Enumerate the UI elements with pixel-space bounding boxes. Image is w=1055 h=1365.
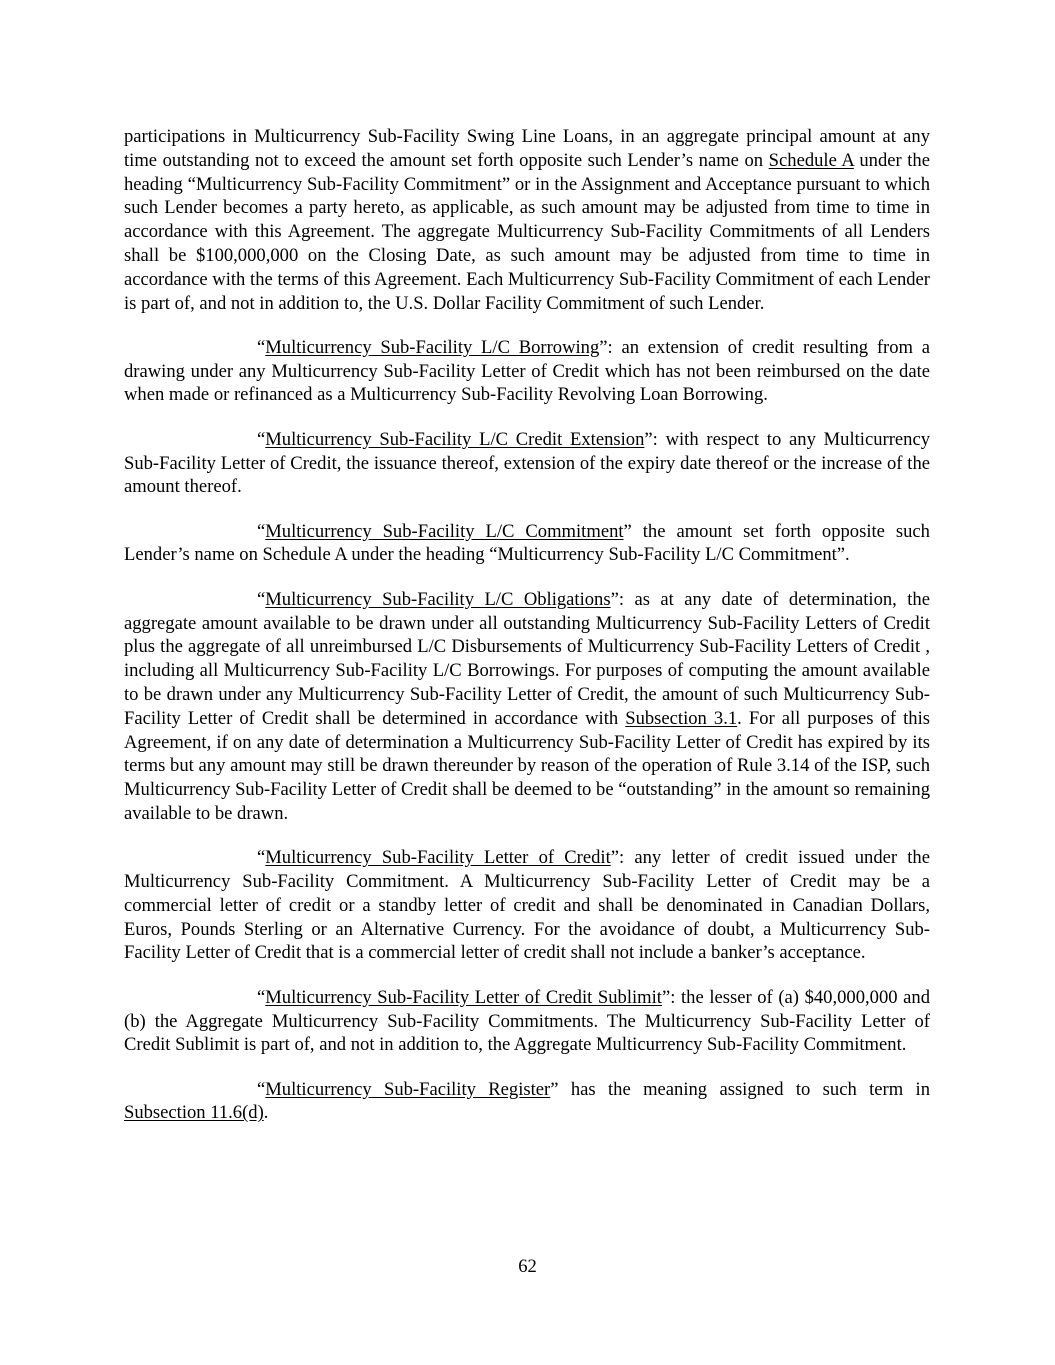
page-number: 62: [518, 1256, 537, 1277]
definition-lc-credit-extension: [124, 428, 930, 499]
text: ”: any letter of credit issued under the Multicurrency Sub-Facility Commitment. A Multicurrency Sub-Facility Letter of Credit may be a commercial letter of credit or a standby letter of credit and shall be denominated in Canadian Dollars, Euros, Pounds Sterling or an Alternative Currency. For the avoidance of doubt, a Multicurrency Sub-Facility Letter of Credit that is a commercial letter of credit shall not include a banker’s acceptance.: [124, 847, 930, 964]
reference-subsection-3-1: Subsection 3.1: [625, 707, 738, 729]
reference-subsection-11-6-d: Subsection 11.6(d): [124, 1102, 264, 1124]
text: “: [257, 847, 266, 869]
text: ” the amount set forth opposite such Lender’s name on Schedule A under the heading “Multicurrency Sub-Facility L/C Commitment”.: [124, 520, 930, 566]
text: “: [257, 986, 266, 1008]
definition-lc-borrowing: [124, 336, 930, 407]
reference-schedule-a: Schedule A: [768, 149, 854, 171]
defined-term: Multicurrency Sub-Facility L/C Obligations: [265, 588, 611, 610]
defined-term: Multicurrency Sub-Facility L/C Commitment: [265, 520, 624, 542]
definition-letter-of-credit: [124, 846, 930, 965]
defined-term: Multicurrency Sub-Facility Letter of Credit: [265, 847, 611, 869]
defined-term: Multicurrency Sub-Facility L/C Credit Extension: [265, 428, 645, 450]
text: ”: as at any date of determination, the aggregate amount available to be drawn under all outstanding Multicurrency Sub-Facility Letters of Credit plus the aggregate of all unreimbursed L/C Disbursements of Multicurrency Sub-Facility Letters of Credit , including all Multicurrency Sub-Facility L/C Borrowings. For purposes of computing the amount available to be drawn under any Multicurrency Sub-Facility Letter of Credit, the amount of such Multicurrency Sub-Facility Letter of Credit shall be determined in accordance with: [124, 588, 930, 729]
text: . For all purposes of this Agreement, if on any date of determination a Multicurrency Sub-Facility Letter of Credit has expired by its terms but any amount may still be drawn thereunder by reason of the operation of Rule 3.14 of the ISP, such Multicurrency Sub-Facility Letter of Credit shall be deemed to be “outstanding” in the amount so remaining available to be drawn.: [124, 707, 930, 824]
paragraph-commitment-continuation: [124, 125, 930, 315]
text: “: [257, 1078, 266, 1100]
defined-term: Multicurrency Sub-Facility Letter of Credit Sublimit: [265, 986, 662, 1008]
definition-register: [124, 1078, 930, 1126]
defined-term: Multicurrency Sub-Facility L/C Borrowing: [265, 336, 600, 358]
definition-letter-of-credit-sublimit: [124, 986, 930, 1057]
text: “: [257, 588, 266, 610]
text: participations in Multicurrency Sub-Facility Swing Line Loans, in an aggregate principal amount at any time outstanding not to exceed the amount set forth opposite such Lender’s name on: [124, 126, 930, 171]
document-body: [124, 125, 930, 1146]
text: “: [257, 520, 266, 542]
definition-lc-obligations: [124, 588, 930, 826]
text: ” has the meaning assigned to such term in: [550, 1078, 930, 1100]
text: ”: with respect to any Multicurrency Sub-Facility Letter of Credit, the issuance thereof, extension of the expiry date thereof or the increase of the amount thereof.: [124, 428, 930, 498]
text: ”: the lesser of (a) $40,000,000 and (b) the Aggregate Multicurrency Sub-Facility Commitments. The Multicurrency Sub-Facility Letter of Credit Sublimit is part of, and not in addition to, the Aggregate Multicurrency Sub-Facility Commitment.: [124, 986, 930, 1056]
text: “: [257, 336, 266, 358]
defined-term: Multicurrency Sub-Facility Register: [265, 1078, 551, 1100]
text: “: [257, 428, 266, 450]
text: under the heading “Multicurrency Sub-Facility Commitment” or in the Assignment and Acceptance pursuant to which such Lender becomes a party hereto, as applicable, as such amount may be adjusted from time to time in accordance with this Agreement. The aggregate Multicurrency Sub-Facility Commitments of all Lenders shall be $100,000,000 on the Closing Date, as such amount may be adjusted from time to time in accordance with the terms of this Agreement. Each Multicurrency Sub-Facility Commitment of each Lender is part of, and not in addition to, the U.S. Dollar Facility Commitment of such Lender.: [124, 149, 930, 314]
text: ”: an extension of credit resulting from a drawing under any Multicurrency Sub-Facility Letter of Credit which has not been reimbursed on the date when made or refinanced as a Multicurrency Sub-Facility Revolving Loan Borrowing.: [124, 336, 930, 406]
definition-lc-commitment: [124, 520, 930, 568]
text: .: [263, 1102, 269, 1124]
